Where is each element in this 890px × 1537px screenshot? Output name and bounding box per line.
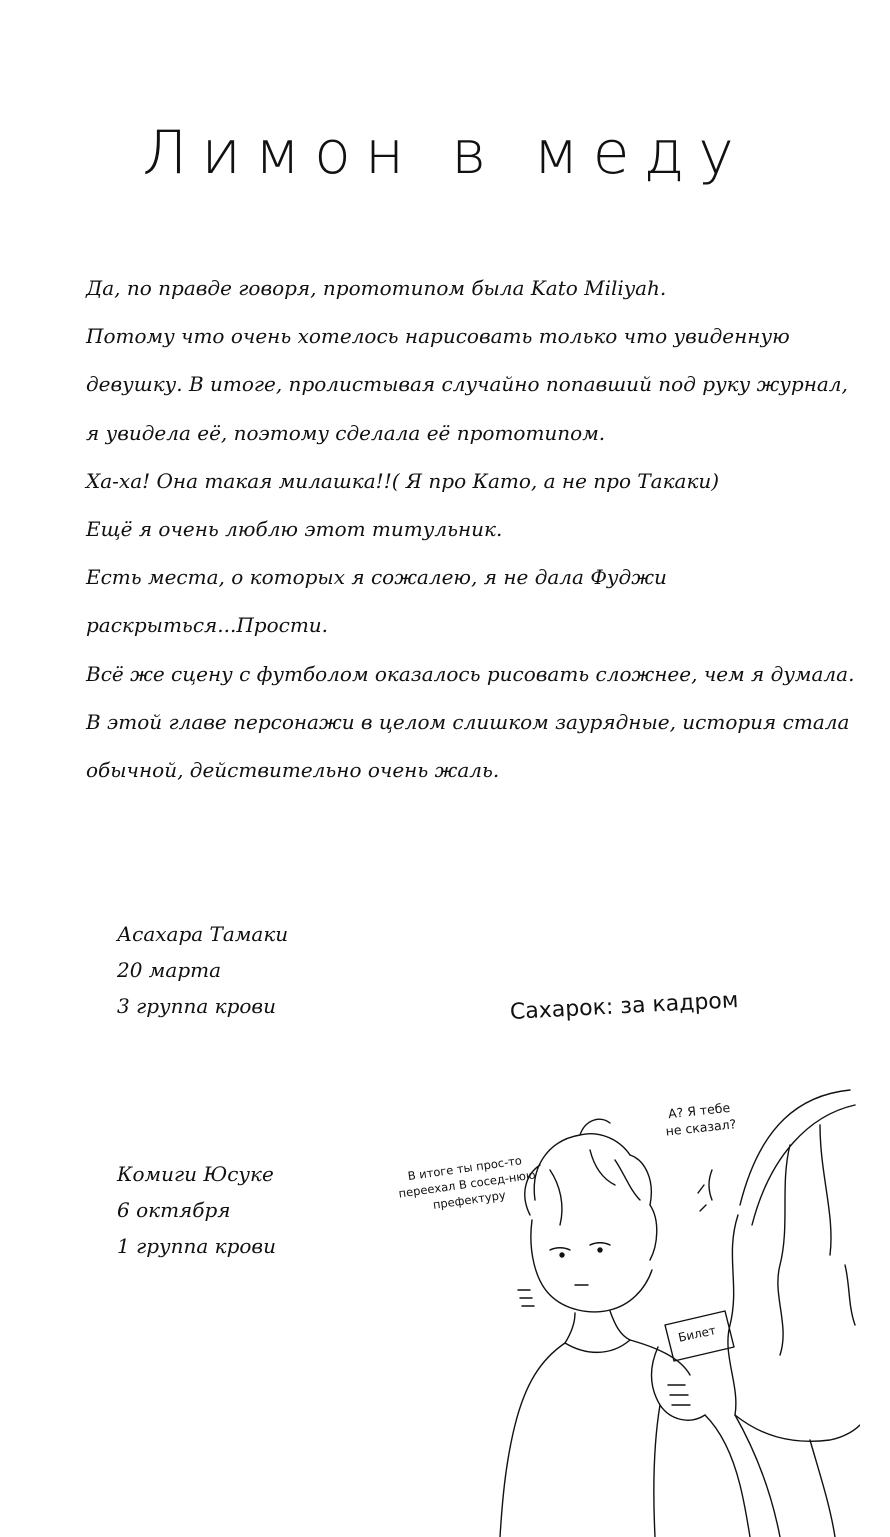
- afterword-line: Ха-ха! Она такая милашка!!( Я про Като, а не про Такаки): [86, 468, 720, 493]
- profile-blood-type: 1 группа крови: [117, 1234, 276, 1258]
- afterword-line: я увидела её, поэтому сделала её прототипом.: [86, 420, 606, 445]
- profile-yusuke: [117, 1156, 276, 1264]
- afterword-line: В этой главе персонажи в целом слишком заурядные, история стала: [86, 709, 850, 734]
- profile-birthday: 6 октября: [117, 1198, 231, 1222]
- afterword-line: Потому что очень хотелось нарисовать только что увиденную: [86, 324, 790, 349]
- afterword-line: раскрыться...Прости.: [86, 613, 329, 638]
- profile-name: Комиги Юсуке: [117, 1162, 274, 1186]
- profile-tamaki: [117, 916, 288, 1024]
- afterword-line: Да, по правде говоря, прототипом была Kato Miliyah.: [86, 276, 667, 300]
- afterword-line: Есть места, о которых я сожалею, я не дала Фуджи: [86, 565, 667, 590]
- afterword-line: обычной, действительно очень жаль.: [86, 757, 500, 782]
- profile-blood-type: 3 группа крови: [117, 994, 276, 1018]
- illustration-caption: Сахарок: за кадром: [509, 988, 739, 1025]
- ticket-label: Билет: [676, 1323, 718, 1345]
- afterword-line: девушку. В итоге, пролистывая случайно попавший под руку журнал,: [86, 372, 848, 397]
- afterword-line: Ещё я очень люблю этот титульник.: [86, 516, 503, 541]
- profile-birthday: 20 марта: [117, 958, 222, 982]
- afterword-line: Всё же сцену с футболом оказалось рисовать сложнее, чем я думала.: [86, 661, 855, 686]
- speech-bubble-right: А? Я тебе не сказал?: [664, 1099, 737, 1139]
- afterword-text: [86, 264, 855, 794]
- characters-illustration: [490, 1085, 860, 1537]
- page-title: Лимон в меду: [142, 118, 748, 188]
- profile-name: Асахара Тамаки: [117, 922, 289, 946]
- speech-bubble-left: В итоге ты прос-то переехал В сосед-нюю префектуру: [397, 1153, 537, 1212]
